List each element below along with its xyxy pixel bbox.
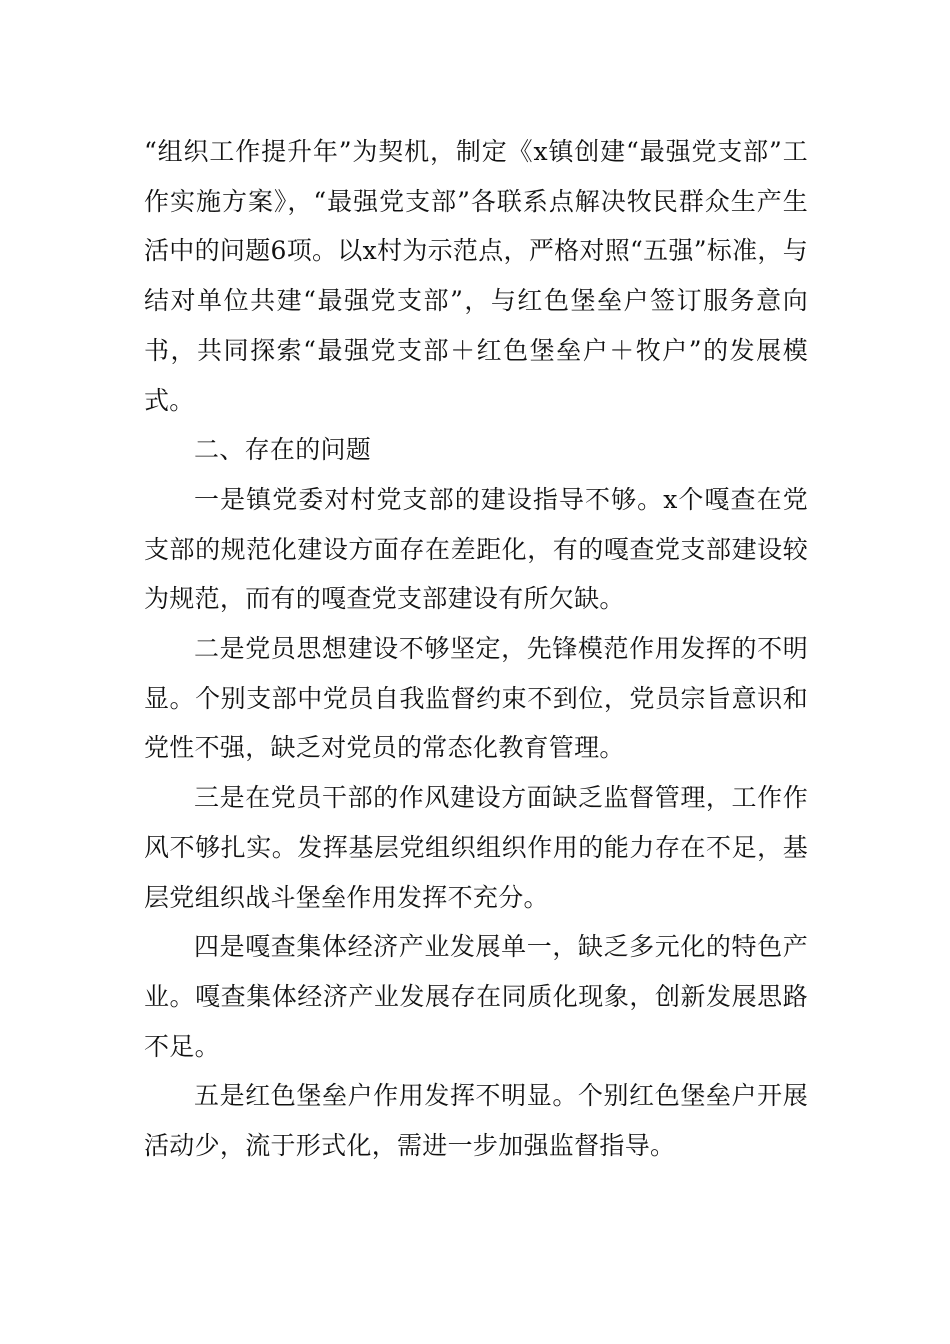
paragraph-continuation: “组织工作提升年”为契机，制定《x镇创建“最强党支部”工作实施方案》，“最强党支部”各联系点解决牧民群众生产生活中的问题6项。以x村为示范点，严格对照“五强”标准，与结对单位共建“最强党支部”，与红色堡垒户签订服务意向书，共同探索“最强党支部＋红色堡垒户＋牧户”的发展模式。: [144, 137, 808, 415]
paragraph-problem-5: 五是红色堡垒户作用发挥不明显。个别红色堡垒户开展活动少，流于形式化，需进一步加强监督指导。: [144, 1081, 808, 1161]
paragraph-problem-1: 一是镇党委对村党支部的建设指导不够。x个嘎查在党支部的规范化建设方面存在差距化，有的嘎查党支部建设较为规范，而有的嘎查党支部建设有所欠缺。: [144, 484, 808, 614]
paragraph-problem-4: 四是嘎查集体经济产业发展单一，缺乏多元化的特色产业。嘎查集体经济产业发展存在同质化现象，创新发展思路不足。: [144, 932, 808, 1061]
document-body: [144, 127, 808, 1171]
section-heading-problems: 二、存在的问题: [194, 435, 372, 465]
paragraph-problem-3: 三是在党员干部的作风建设方面缺乏监督管理，工作作风不够扎实。发挥基层党组织组织作用的能力存在不足，基层党组织战斗堡垒作用发挥不充分。: [144, 783, 808, 912]
paragraph-problem-2: 二是党员思想建设不够坚定，先锋模范作用发挥的不明显。个别支部中党员自我监督约束不到位，党员宗旨意识和党性不强，缺乏对党员的常态化教育管理。: [144, 634, 808, 763]
